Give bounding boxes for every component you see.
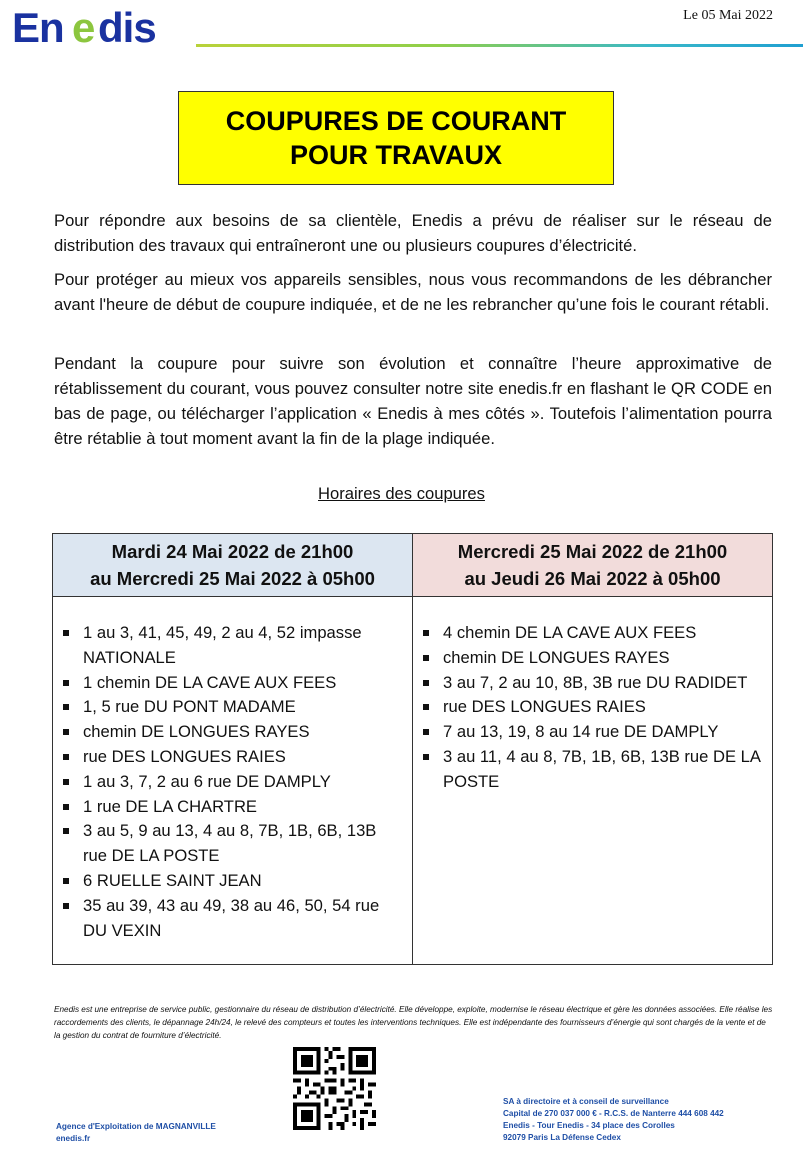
header-day-2-line-2: au Jeudi 26 Mai 2022 à 05h00 <box>464 568 721 589</box>
list-item: 1 chemin DE LA CAVE AUX FEES <box>63 671 402 696</box>
list-item: 1 rue DE LA CHARTRE <box>63 795 402 820</box>
schedule-header-day-2 <box>413 534 773 597</box>
list-item: 1 au 3, 41, 45, 49, 2 au 4, 52 impasse NATIONALE <box>63 621 402 671</box>
legal-line: Enedis - Tour Enedis - 34 place des Corolles <box>503 1121 675 1130</box>
schedule-table <box>52 533 773 965</box>
list-item: 1 au 3, 7, 2 au 6 rue DE DAMPLY <box>63 770 402 795</box>
agency-website-link[interactable]: enedis.fr <box>56 1134 91 1143</box>
schedule-title: Horaires des coupures <box>318 484 485 503</box>
tracking-paragraph: Pendant la coupure pour suivre son évolution et connaître l’heure approximative de rétablissement du courant, vous pouvez consulter notre site enedis.fr en flashant le QR CODE en bas de page, ou télécharger l’application « Enedis à mes côtés ». Toutefois l’alimentation pourra être rétablie à tout moment avant la fin de la plage indiquée. <box>54 354 772 448</box>
list-item: 3 au 7, 2 au 10, 8B, 3B rue DU RADIDET <box>423 671 762 696</box>
street-column-day-2 <box>413 597 773 965</box>
title-line-1: COUPURES DE COURANT <box>225 106 567 136</box>
agency-name: Agence d'Exploitation de MAGNANVILLE <box>56 1122 216 1131</box>
list-item: 1, 5 rue DU PONT MADAME <box>63 695 402 720</box>
list-item: rue DES LONGUES RAIES <box>423 695 762 720</box>
title-line-2: POUR TRAVAUX <box>289 140 502 170</box>
legal-info <box>503 1096 724 1144</box>
header-day-1-line-1: Mardi 24 Mai 2022 de 21h00 <box>111 541 354 562</box>
legal-line: Capital de 270 037 000 € - R.C.S. de Nanterre 444 608 442 <box>503 1109 724 1118</box>
svg-text:e: e <box>72 4 96 50</box>
list-item: 3 au 5, 9 au 13, 4 au 8, 7B, 1B, 6B, 13B rue DE LA POSTE <box>63 819 402 869</box>
list-item: rue DES LONGUES RAIES <box>63 745 402 770</box>
svg-text:dis: dis <box>98 4 156 50</box>
list-item: 3 au 11, 4 au 8, 7B, 1B, 6B, 13B rue DE LA POSTE <box>423 745 762 795</box>
svg-text:En: En <box>12 4 64 50</box>
qr-code-icon[interactable] <box>293 1047 376 1130</box>
header-rule <box>196 44 803 47</box>
list-item: chemin DE LONGUES RAYES <box>63 720 402 745</box>
header-day-2-line-1: Mercredi 25 Mai 2022 de 21h00 <box>457 541 728 562</box>
protection-paragraph: Pour protéger au mieux vos appareils sensibles, nous vous recommandons de les débrancher avant l'heure de début de coupure indiquée, et de ne les rebrancher qu’une fois le courant rétabli. <box>54 270 772 314</box>
schedule-header-day-1 <box>53 534 413 597</box>
street-list-day-1 <box>63 621 402 943</box>
street-column-day-1 <box>53 597 413 965</box>
list-item: 35 au 39, 43 au 49, 38 au 46, 50, 54 rue DU VEXIN <box>63 894 402 944</box>
legal-line: SA à directoire et à conseil de surveillance <box>503 1097 669 1106</box>
list-item: 6 RUELLE SAINT JEAN <box>63 869 402 894</box>
agency-info <box>56 1121 216 1145</box>
list-item: 4 chemin DE LA CAVE AUX FEES <box>423 621 762 646</box>
street-list-day-2 <box>423 621 762 795</box>
list-item: chemin DE LONGUES RAYES <box>423 646 762 671</box>
title-box <box>178 91 614 185</box>
enedis-logo <box>12 4 196 50</box>
company-disclaimer: Enedis est une entreprise de service public, gestionnaire du réseau de distribution d’électricité. Elle développe, exploite, modernise le réseau électrique et gère les données associées. Elle réalise les raccordements des clients, le dépannage 24h/24, le relevé des compteurs et toutes les interventions techniques. Elle est indépendante des fournisseurs d’énergie qui sont chargés de la vente et de la gestion du contrat de fourniture d’électricité. <box>54 1005 773 1040</box>
header-day-1-line-2: au Mercredi 25 Mai 2022 à 05h00 <box>90 568 375 589</box>
intro-paragraph: Pour répondre aux besoins de sa clientèle, Enedis a prévu de réaliser sur le réseau de distribution des travaux qui entraîneront une ou plusieurs coupures d’électricité. <box>54 211 772 255</box>
document-date: Le 05 Mai 2022 <box>683 8 773 23</box>
legal-line: 92079 Paris La Défense Cedex <box>503 1133 621 1142</box>
list-item: 7 au 13, 19, 8 au 14 rue DE DAMPLY <box>423 720 762 745</box>
